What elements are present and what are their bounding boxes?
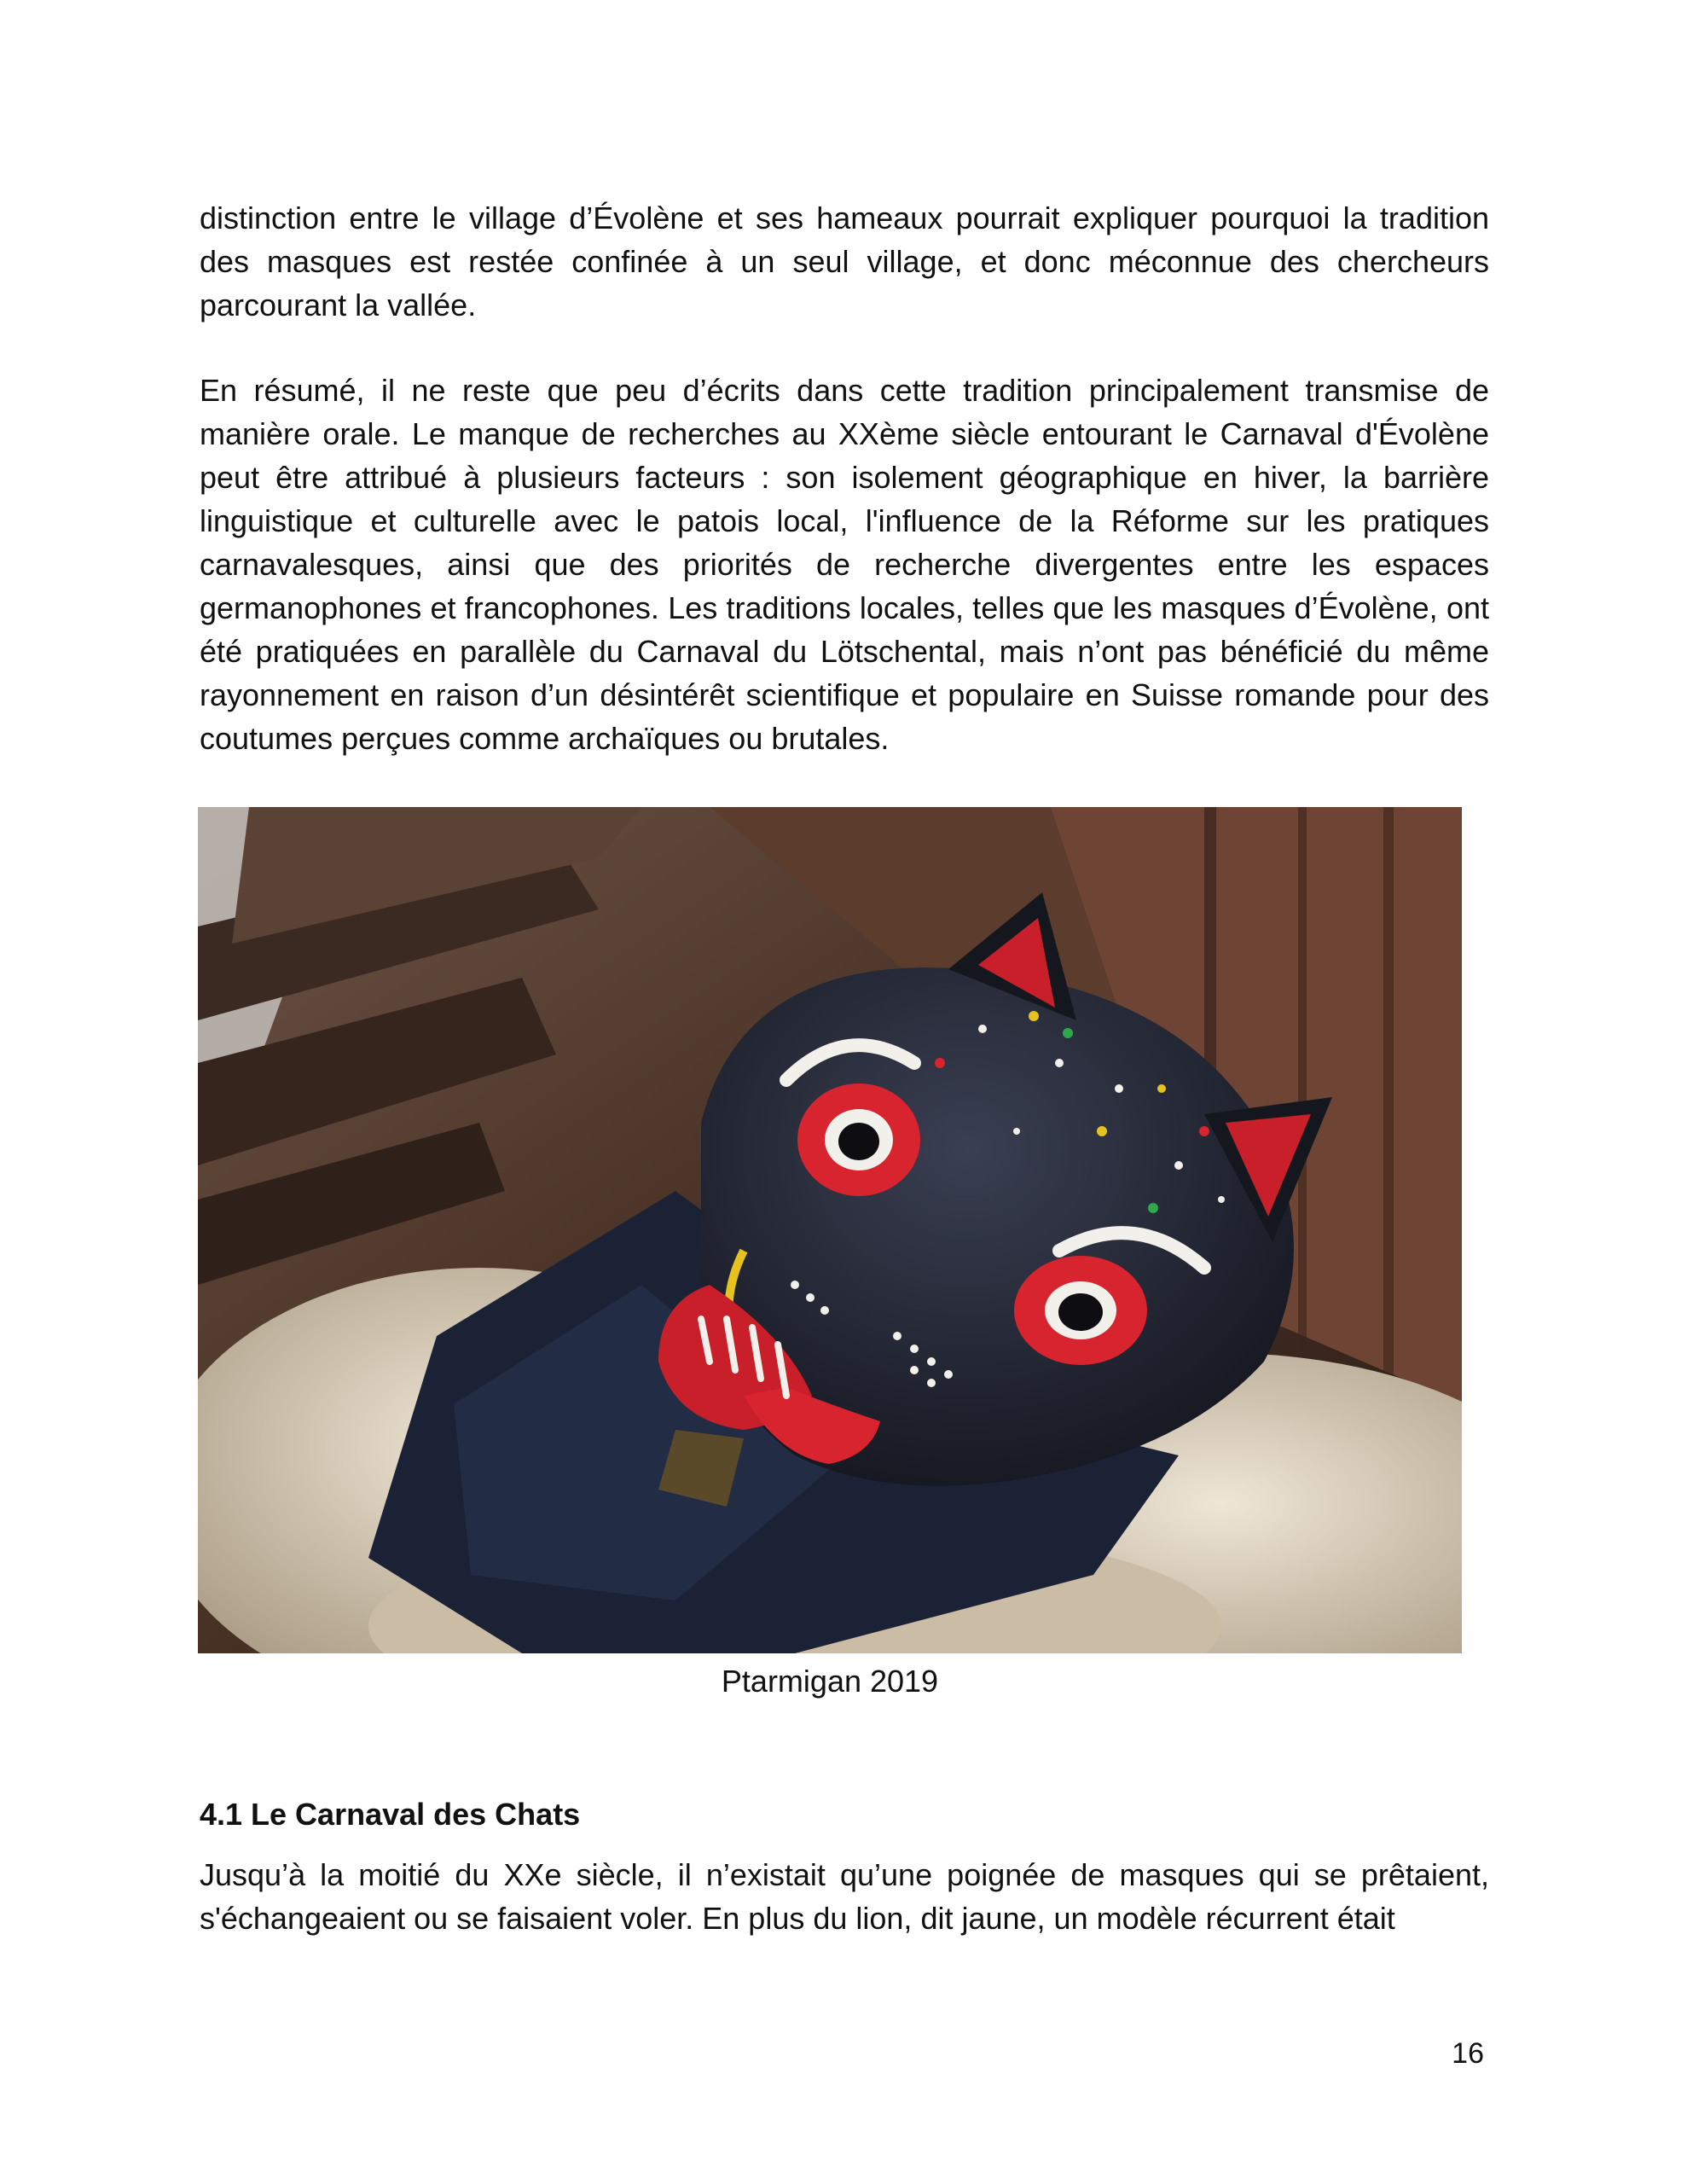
paragraph-section-body: Jusqu’à la moitié du XXe siècle, il n’existait qu’une poignée de masques qui se prêtaient, s'échangeaient ou se faisaient voler. En plus du lion, dit jaune, un modèle récurrent était: [200, 1857, 1489, 1936]
paragraph-intro: distinction entre le village d’Évolène et ses hameaux pourrait expliquer pourquoi la tradition des masques est restée confinée à un seul village, et donc méconnue des chercheurs parcourant la vallée.: [200, 200, 1489, 322]
figure-caption: Ptarmigan 2019: [721, 1664, 939, 1699]
paragraph-summary: En résumé, il ne reste que peu d’écrits dans cette tradition principalement transmise de manière orale. Le manque de recherches au XXème siècle entourant le Carnaval d'Évolène peut être attribué à plusieurs facteurs : son isolement géographique en hiver, la barrière linguistique et culturelle avec le patois local, l'influence de la Réforme sur les pratiques carnavalesques, ainsi que des priorités de recherche divergentes entre les espaces germanophones et francophones. Les traditions locales, telles que les masques d’Évolène, ont été pratiquées en parallèle du Carnaval du Lötschental, mais n’ont pas bénéficié du même rayonnement en raison d’un désintérêt scientifique et populaire en Suisse romande pour des coutumes perçues comme archaïques ou brutales.: [200, 373, 1489, 756]
cat-mask-photo: [198, 807, 1462, 1653]
section-heading: 4.1 Le Carnaval des Chats: [200, 1797, 581, 1832]
page-number: 16: [1452, 2037, 1484, 2070]
